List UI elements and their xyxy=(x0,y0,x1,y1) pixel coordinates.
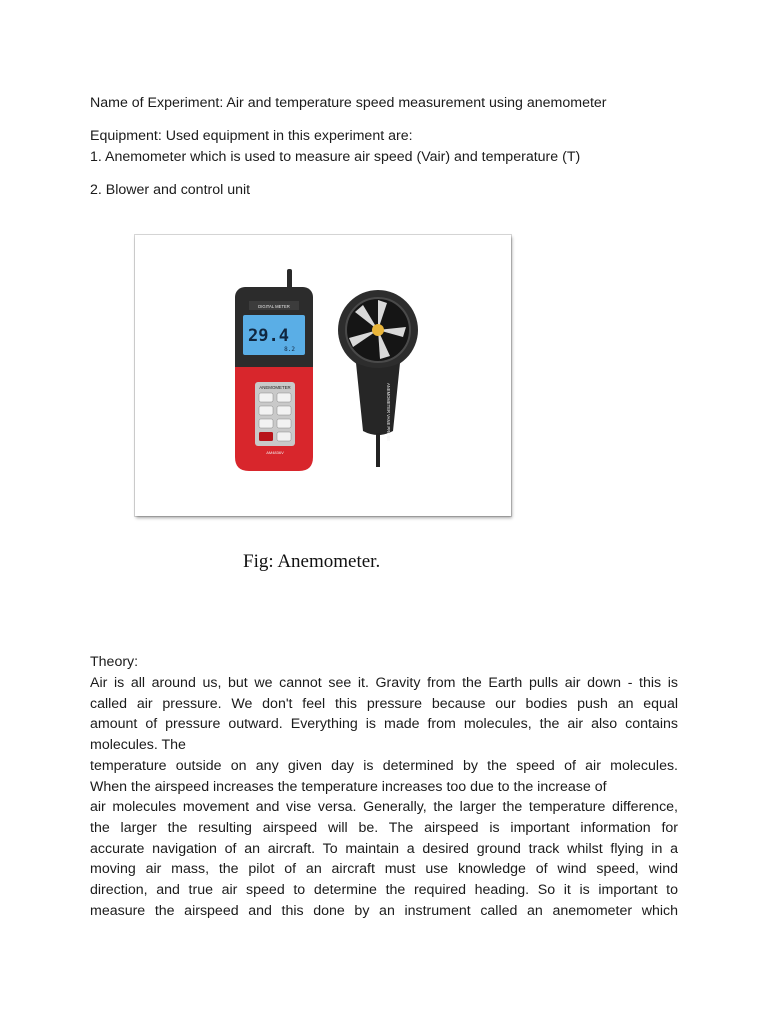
power-key xyxy=(259,432,273,441)
theory-line: When the airspeed increases the temperature increases too due to the increase of xyxy=(90,778,607,795)
theory-line: amount of pressure outward. Everything is made from molecules, the air also contains xyxy=(90,716,678,733)
meter-key xyxy=(259,419,273,428)
theory-line: accurate navigation of an aircraft. To maintain a desired ground track whilst flying in a xyxy=(90,840,678,857)
theory-line: moving air mass, the pilot of an aircraft must use knowledge of wind speed, wind xyxy=(90,861,678,878)
theory-line: called air pressure. We don't feel this pressure because our bodies push an equal xyxy=(90,695,678,712)
meter-label: DIGITAL METER xyxy=(258,304,290,309)
meter-key xyxy=(277,406,291,415)
figure-caption: Fig: Anemometer. xyxy=(243,551,381,572)
meter-key xyxy=(277,432,291,441)
meter-key xyxy=(259,406,273,415)
theory-heading: Theory: xyxy=(90,654,139,670)
equipment-item-1: 1. Anemometer which is used to measure air speed (Vair) and temperature (T) xyxy=(90,149,581,165)
meter-key xyxy=(277,393,291,402)
probe-label: ANEMOMETER VANE PROBE xyxy=(386,383,391,442)
anemometer-figure xyxy=(135,235,511,516)
equipment-item-2: 2. Blower and control unit xyxy=(90,182,251,198)
theory-line: direction, and true air speed to determine the required heading. So it is important to xyxy=(90,882,678,899)
display-value: 29.4 xyxy=(248,326,289,346)
display-sub: 8.2 xyxy=(284,346,295,353)
theory-line: Air is all around us, but we cannot see it. Gravity from the Earth pulls air down - this is xyxy=(90,675,678,691)
theory-paragraph xyxy=(90,673,678,921)
anemometer-image xyxy=(135,235,511,516)
theory-line: air molecules movement and vise versa. Generally, the larger the temperature difference, xyxy=(90,799,678,816)
theory-line: temperature outside on any given day is determined by the speed of air molecules. xyxy=(90,757,678,774)
model-label: AM4836V xyxy=(266,450,284,455)
theory-line: measure the airspeed and this done by an instrument called an anemometer which xyxy=(90,902,678,919)
panel-label: ANEMOMETER xyxy=(259,385,291,390)
theory-line: molecules. The xyxy=(90,737,186,754)
meter-key xyxy=(277,419,291,428)
equipment-heading: Equipment: Used equipment in this experiment are: xyxy=(90,128,413,144)
vane-probe xyxy=(338,290,418,467)
theory-line: the larger the resulting airspeed will be. The airspeed is important information for xyxy=(90,819,678,836)
meter-key xyxy=(259,393,273,402)
experiment-name: Name of Experiment: Air and temperature speed measurement using anemometer xyxy=(90,95,607,111)
